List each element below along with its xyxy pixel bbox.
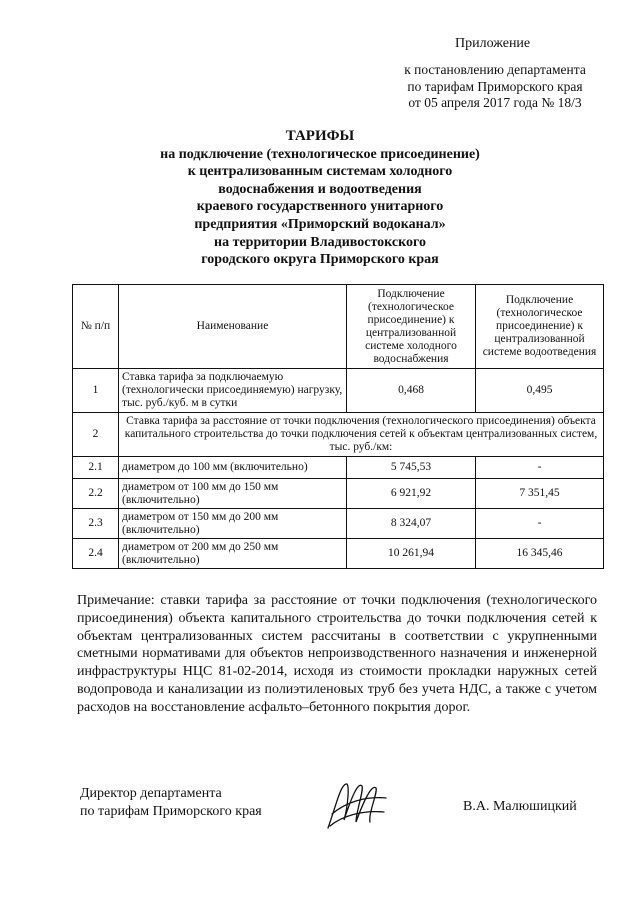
title-line: краевого государственного унитарного [196, 199, 444, 215]
table-row [73, 413, 604, 457]
row-value-wastewater: 7 351,45 [476, 479, 604, 509]
header-num: № п/п [73, 285, 119, 369]
title-line: предприятия «Приморский водоканал» [194, 216, 446, 232]
handwritten-signature [322, 776, 392, 841]
row-value-water: 5 745,53 [347, 457, 476, 479]
signatory-position [80, 785, 262, 821]
table-row [73, 509, 604, 539]
table-row [73, 479, 604, 509]
row-num: 1 [73, 369, 119, 413]
row-value-wastewater: - [476, 457, 604, 479]
row-num: 2.2 [73, 479, 119, 509]
table-row [73, 457, 604, 479]
decree-reference [380, 62, 610, 112]
decree-line: по тарифам Приморского края [407, 78, 583, 94]
note-paragraph: Примечание: ставки тарифа за расстояние от точки подключения (технологического присоединения) объекта капитального строительства до точки подключения сетей к объектам централизованных систем рассчитаны в соответствии с укрупненными сметными нормативами для объектов непроизводственного назначения и инженерной инфраструктуры НЦС 81-02-2014, исходя из стоимости прокладки наружных сетей водопровода и канализации из полиэтиленовых труб без учета НДС, а также с учетом расходов на восстановление асфальто–бетонного покрытия дорог. [77, 593, 597, 715]
title-main: ТАРИФЫ [285, 128, 355, 144]
decree-line: от 05 апреля 2017 года № 18/3 [408, 95, 582, 110]
title-line: на подключение (технологическое присоединение) [160, 146, 480, 162]
signatory-name: В.А. Малюшицкий [463, 799, 577, 814]
title-line: на территории Владивостокского [214, 234, 426, 250]
decree-line: к постановлению департамента [404, 62, 586, 77]
row-name: диаметром от 100 мм до 150 мм (включительно) [119, 479, 347, 509]
header-water-supply: Подключение (технологическое присоединение) к централизованной системе холодного водоснабжения [347, 285, 476, 369]
row-value-water: 8 324,07 [347, 509, 476, 539]
row-name: диаметром до 100 мм (включительно) [119, 457, 347, 479]
row-value-wastewater: 16 345,46 [476, 539, 604, 569]
row-value-water: 10 261,94 [347, 539, 476, 569]
header-name: Наименование [119, 285, 347, 369]
position-line: Директор департамента [80, 786, 222, 801]
row-value-wastewater: 0,495 [476, 369, 604, 413]
table-row [73, 369, 604, 413]
tariffs-table [72, 284, 604, 569]
row-name: Ставка тарифа за подключаемую (технологически присоединяемую) нагрузку, тыс. руб./куб. м в сутки [119, 369, 347, 413]
row-value-water: 6 921,92 [347, 479, 476, 509]
row-value-wastewater: - [476, 509, 604, 539]
row-name: диаметром от 200 мм до 250 мм (включительно) [119, 539, 347, 569]
document-title [120, 128, 520, 269]
title-line: к централизованным системам холодного [187, 164, 453, 180]
header-wastewater: Подключение (технологическое присоединение) к централизованной системе водоотведения [476, 285, 604, 369]
row-value-water: 0,468 [347, 369, 476, 413]
title-line: городского округа Приморского края [201, 252, 439, 268]
table-header-row [73, 285, 604, 369]
row-merged-description: Ставка тарифа за расстояние от точки подключения (технологического присоединения) объекта капитального строительства до точки подключения сетей к объектам централизованных систем, тыс. руб./км: [119, 413, 604, 457]
position-line: по тарифам Приморского края [80, 804, 262, 819]
row-num: 2.3 [73, 509, 119, 539]
row-num: 2.4 [73, 539, 119, 569]
row-num: 2 [73, 413, 119, 457]
appendix-label: Приложение [455, 36, 531, 51]
title-line: водоснабжения и водоотведения [218, 181, 422, 197]
table-row [73, 539, 604, 569]
row-num: 2.1 [73, 457, 119, 479]
row-name: диаметром от 150 мм до 200 мм (включительно) [119, 509, 347, 539]
